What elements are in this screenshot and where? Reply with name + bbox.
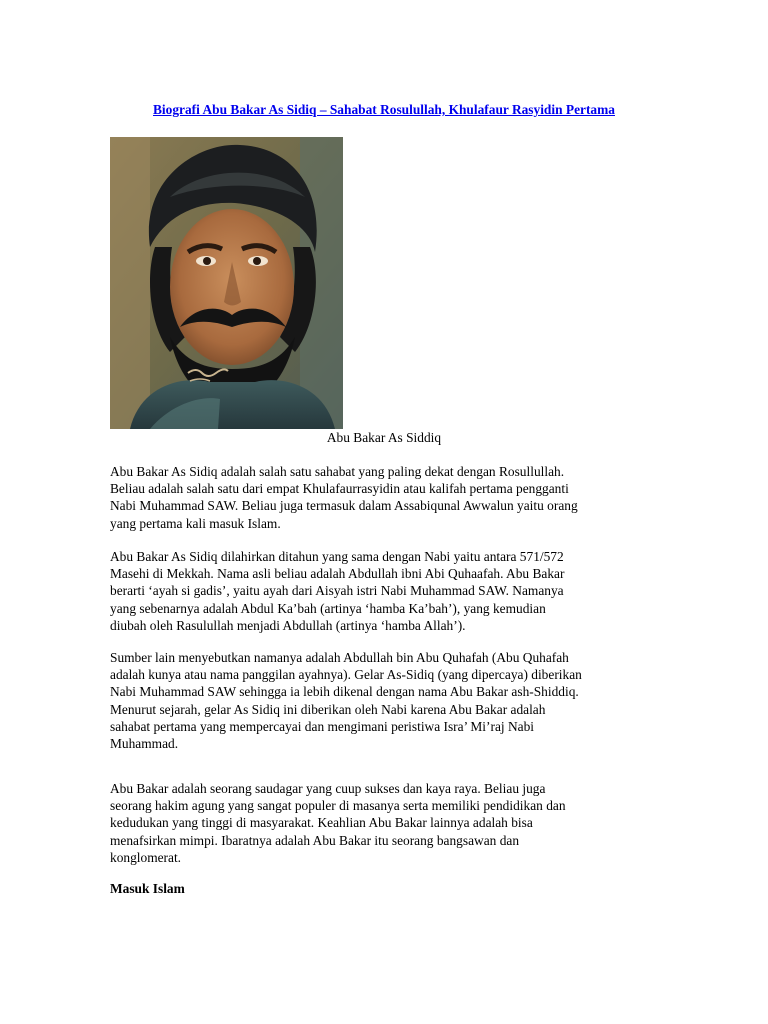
paragraph-line: Muhammad.: [110, 736, 179, 752]
paragraph-line: menafsirkan mimpi. Ibaratnya adalah Abu Bakar itu seorang bangsawan dan: [110, 832, 520, 848]
paragraph-line: Masehi di Mekkah. Nama asli beliau adalah Abdullah ibni Abi Quhaafah. Abu Bakar: [110, 566, 565, 582]
paragraph-line: diubah oleh Rasulullah menjadi Abdullah (artinya ‘hamba Allah’).: [110, 617, 466, 633]
article-title-link[interactable]: Biografi Abu Bakar As Sidiq – Sahabat Rosulullah, Khulafaur Rasyidin Pertama: [153, 102, 615, 117]
paragraph-line: konglomerat.: [110, 849, 182, 865]
image-caption: Abu Bakar As Siddiq: [326, 430, 442, 445]
paragraph-line: Beliau adalah salah satu dari empat Khulafaurrasyidin atau kalifah pertama pengganti: [110, 481, 569, 497]
paragraph-line: Sumber lain menyebutkan namanya adalah Abdullah bin Abu Quhafah (Abu Quhafah: [110, 650, 569, 665]
paragraph-line: Abu Bakar As Sidiq dilahirkan ditahun yang sama dengan Nabi yaitu antara 571/572: [110, 549, 564, 564]
paragraph-line: Nabi Muhammad SAW. Beliau juga termasuk dalam Assabiqunal Awwalun yaitu orang: [110, 498, 578, 514]
paragraph-4: [110, 780, 670, 866]
section-heading: Masuk Islam: [110, 881, 185, 896]
paragraph-line: adalah kunya atau nama panggilan ayahnya). Gelar As-Sidiq (yang dipercaya) diberikan: [110, 667, 582, 683]
paragraph-2: [110, 548, 670, 634]
paragraph-line: kedudukan yang tinggi di masyarakat. Keahlian Abu Bakar lainnya adalah bisa: [110, 815, 533, 831]
paragraph-3: [110, 649, 670, 752]
portrait-image: [110, 137, 343, 429]
paragraph-line: seorang hakim agung yang sangat populer di masanya serta memiliki pendidikan dan: [110, 798, 566, 814]
paragraph-line: yang pertama kali masuk Islam.: [110, 515, 281, 531]
paragraph-line: yang sebenarnya adalah Abdul Ka’bah (artinya ‘hamba Ka’bah’), yang kemudian: [110, 600, 546, 616]
paragraph-line: Abu Bakar adalah seorang saudagar yang cuup sukses dan kaya raya. Beliau juga: [110, 781, 546, 796]
paragraph-line: Menurut sejarah, gelar As Sidiq ini diberikan oleh Nabi karena Abu Bakar adalah: [110, 701, 546, 717]
paragraph-line: Nabi Muhammad SAW sehingga ia lebih dikenal dengan nama Abu Bakar ash-Shiddiq.: [110, 684, 579, 700]
paragraph-line: Abu Bakar As Sidiq adalah salah satu sahabat yang paling dekat dengan Rosullullah.: [110, 464, 565, 479]
paragraph-1: [110, 463, 670, 532]
paragraph-line: sahabat pertama yang mempercayai dan mengimani peristiwa Isra’ Mi’raj Nabi: [110, 718, 534, 734]
paragraph-line: berarti ‘ayah si gadis’, yaitu ayah dari Aisyah istri Nabi Muhammad SAW. Namanya: [110, 583, 564, 599]
